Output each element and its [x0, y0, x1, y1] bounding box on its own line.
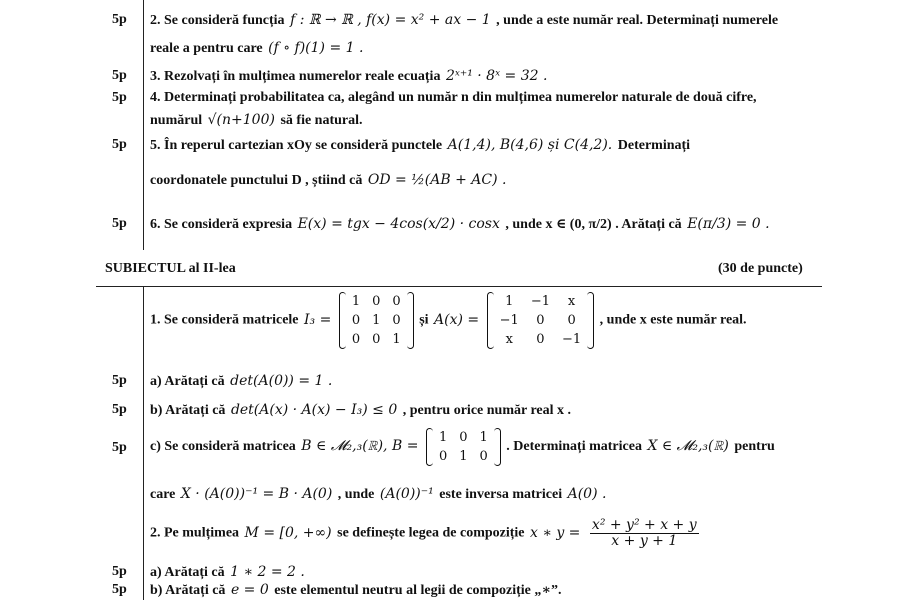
q2-intro: 2. Pe mulțimea M = [0, +∞) se definește legea de compoziție x ∗ y = $\frac{\text{x² + y² + x + y}}{x + y + 1}$ [150, 518, 703, 549]
points-p3: 5p [112, 68, 127, 83]
q1-c-line1: c) Se consideră matricea B ∈ 𝓜₂,₃(ℝ), B = 1 0 1 0 1 0 . Determinați matricea X ∈ 𝓜₂,₃(ℝ) pentru [150, 430, 775, 464]
problem-5-line2: coordonatele punctului D , știind că OD = ½(AB + AC) . [150, 172, 507, 188]
q2-b: b) Arătați că e = 0 este elementul neutru al legii de compoziție „∗”. [150, 582, 562, 598]
points-q1b: 5p [112, 402, 127, 417]
points-q1a: 5p [112, 373, 127, 388]
problem-4-line1: 4. Determinați probabilitatea ca, alegând un număr n din mulțimea numerelor naturale de două cifre, [150, 90, 757, 105]
problem-2-line2: reale a pentru care (f ∘ f)(1) = 1 . [150, 40, 364, 56]
points-q1c: 5p [112, 440, 127, 455]
section-rule [96, 286, 822, 287]
points-p4: 5p [112, 90, 127, 105]
problem-3: 3. Rezolvați în mulțimea numerelor reale ecuația 2ˣ⁺¹ · 8ˣ = 32 . [150, 68, 548, 84]
identity-matrix: 1 0 0 0 1 0 0 0 1 [339, 292, 414, 349]
section-title: SUBIECTUL al II-lea [105, 261, 236, 276]
q1-c-line2: care X · (A(0))⁻¹ = B · A(0) , unde (A(0))⁻¹ este inversa matricei A(0) . [150, 486, 607, 502]
left-border-bottom [143, 287, 144, 600]
section-score: (30 de puncte) [718, 261, 803, 276]
points-q2b: 5p [112, 582, 127, 597]
q1-b: b) Arătați că det(A(x) · A(x) − I₃) ≤ 0 , pentru orice număr real x . [150, 402, 572, 418]
points-p2: 5p [112, 12, 127, 27]
problem-2-line1: 2. Se consideră funcția f : ℝ → ℝ , f(x) = x² + ax − 1 , unde a este număr real. Determinați numerele [150, 12, 779, 28]
law-fraction: $\frac{\text{x² + y² + x + y}}{x + y + 1}$ [591, 517, 697, 549]
q2-a: a) Arătați că 1 ∗ 2 = 2 . [150, 564, 305, 580]
left-border-top [143, 0, 144, 250]
points-q2a: 5p [112, 564, 127, 579]
points-p6: 5p [112, 216, 127, 231]
b-matrix: 1 0 1 0 1 0 [426, 428, 501, 466]
problem-5-line1: 5. În reperul cartezian xOy se consideră punctele A(1,4), B(4,6) și C(4,2). Determinați [150, 137, 691, 153]
problem-6: 6. Se consideră expresia E(x) = tgx − 4cos(x/2) · cosx , unde x ∈ (0, π/2) . Arătați că E(π/3) = 0 . [150, 216, 770, 232]
q1-a: a) Arătați că det(A(0)) = 1 . [150, 373, 333, 389]
problem-4-line2: numărul √(n+100) să fie natural. [150, 112, 363, 128]
q1-intro-line: 1. Se consideră matricele I₃ = 1 0 0 0 1 0 0 0 1 și A(x) = 1 −1 x −1 0 0 x 0 −1 , unde x este număr real. [150, 294, 747, 347]
points-p5: 5p [112, 137, 127, 152]
a-matrix: 1 −1 x −1 0 0 x 0 −1 [487, 292, 595, 349]
